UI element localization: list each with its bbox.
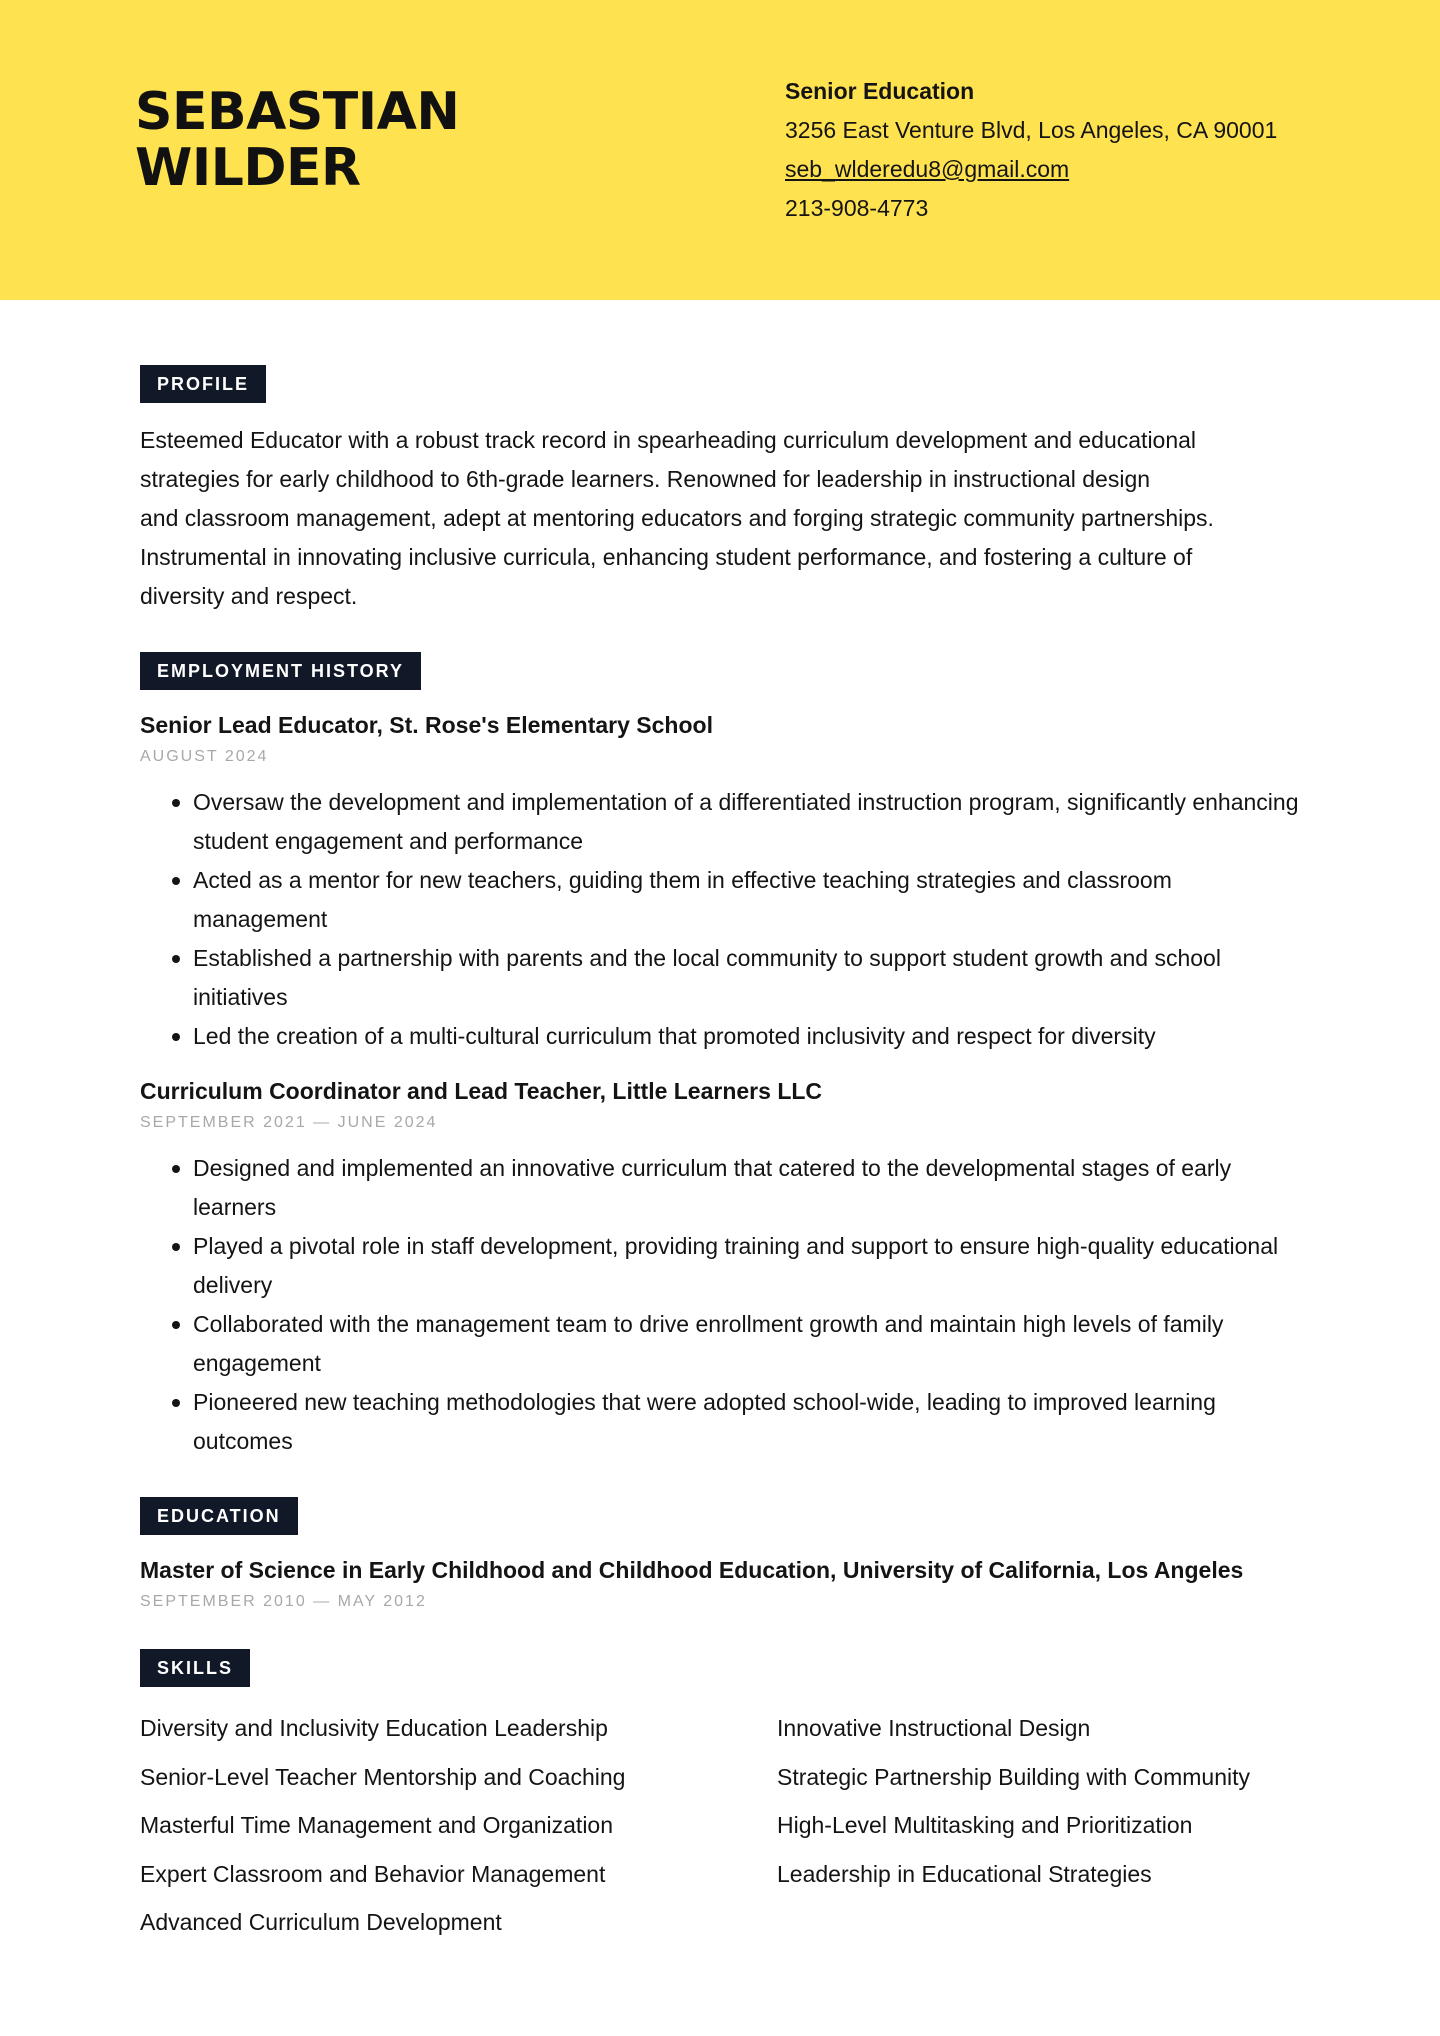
education-label: EDUCATION [140,1497,298,1535]
resume-body [140,365,1320,1947]
phone: 213-908-4773 [785,195,929,221]
education-degree: Master of Science in Early Childhood and Childhood Education, University of California, Los Angeles [140,1557,1244,1583]
last-name: WILDER [135,138,361,198]
skill-item: Masterful Time Management and Organization [140,1812,614,1838]
skill-item: Innovative Instructional Design [777,1715,1091,1741]
contact-info [785,72,1277,228]
bullet-item: Designed and implemented an innovative curriculum that catered to the developmental stages of early learners [140,1149,1310,1227]
skills-grid [140,1704,1320,1947]
skill-item: Expert Classroom and Behavior Management [140,1860,606,1887]
bullet-item: Oversaw the development and implementation of a differentiated instruction program, significantly enhancing student engagement and performance [140,783,1310,861]
profile-line: strategies for early childhood to 6th-grade learners. Renowned for leadership in instructional design [140,466,1151,492]
job-entry-date: SEPTEMBER 2021 — JUNE 2024 [140,1114,438,1131]
profile-line: Instrumental in innovating inclusive curricula, enhancing student performance, and fostering a culture of [140,544,1193,570]
resume-header [0,0,1440,300]
bullet-item: Played a pivotal role in staff development, providing training and support to ensure high-quality educational delivery [140,1227,1310,1305]
skill-item: Advanced Curriculum Development [140,1909,502,1935]
profile-summary [140,421,1270,616]
employment-label: EMPLOYMENT HISTORY [140,652,421,690]
bullet-item: Led the creation of a multi-cultural curriculum that promoted inclusivity and respect for diversity [140,1017,1310,1056]
education-section [140,1497,1320,1613]
profile-label: PROFILE [140,365,266,403]
education-date: SEPTEMBER 2010 — MAY 2012 [140,1593,427,1610]
bullet-item: Acted as a mentor for new teachers, guiding them in effective teaching strategies and classroom management [140,861,1310,939]
skill-item: High-Level Multitasking and Prioritization [777,1812,1193,1838]
job-entry-date: AUGUST 2024 [140,748,269,765]
job-title: Senior Education [785,78,975,104]
bullet-item: Pioneered new teaching methodologies that were adopted school-wide, leading to improved learning outcomes [140,1383,1310,1461]
employment-section [140,652,1320,1461]
email-link[interactable]: seb_wlderedu8@gmail.com [785,156,1070,182]
address: 3256 East Venture Blvd, Los Angeles, CA 90001 [785,117,1278,143]
skill-item: Leadership in Educational Strategies [777,1860,1152,1887]
job-entry-title: Curriculum Coordinator and Lead Teacher, Little Learners LLC [140,1078,823,1104]
skills-section [140,1649,1320,1947]
job-entry-bullets [140,1149,1310,1461]
profile-section [140,365,1320,616]
first-name: SEBASTIAN [135,82,460,142]
job-entry-title: Senior Lead Educator, St. Rose's Elementary School [140,712,713,738]
skills-label: SKILLS [140,1649,250,1687]
profile-line: diversity and respect. [140,583,358,609]
skill-item: Senior-Level Teacher Mentorship and Coaching [140,1763,626,1790]
job-entry [140,1076,1320,1461]
job-entry [140,710,1320,1056]
job-entry-bullets [140,783,1310,1056]
skill-item: Strategic Partnership Building with Community [777,1763,1250,1790]
bullet-item: Collaborated with the management team to drive enrollment growth and maintain high levels of family engagement [140,1305,1310,1383]
profile-line: Esteemed Educator with a robust track record in spearheading curriculum development and educational [140,427,1197,453]
profile-line: and classroom management, adept at mentoring educators and forging strategic community partnerships. [140,505,1214,531]
candidate-name [135,84,459,196]
bullet-item: Established a partnership with parents and the local community to support student growth and school initiatives [140,939,1310,1017]
skill-item: Diversity and Inclusivity Education Leadership [140,1715,608,1741]
